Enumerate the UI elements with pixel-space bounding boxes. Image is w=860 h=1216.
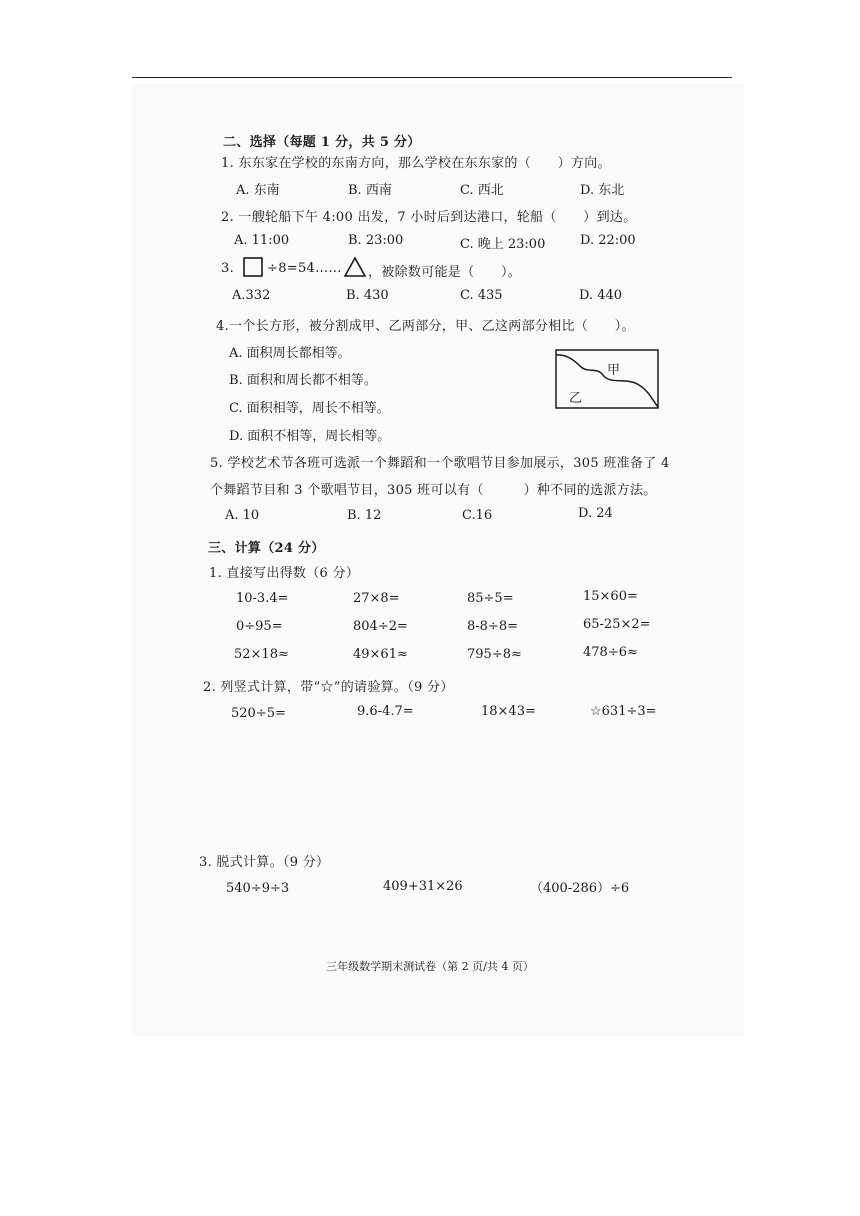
square-blank-icon — [243, 257, 263, 277]
mental-calc-item: 15×60= — [583, 589, 638, 604]
q3-option-b: B. 430 — [346, 288, 389, 303]
stepwise-calc-item: 409+31×26 — [383, 879, 463, 894]
top-rule — [132, 77, 732, 78]
q3-number: 3. — [221, 261, 235, 276]
mental-calc-item: 478÷6≈ — [583, 645, 638, 660]
q4-text: 4.一个长方形，被分割成甲、乙两部分，甲、乙这两部分相比（ ）。 — [216, 319, 635, 334]
q5-option-a: A. 10 — [225, 508, 260, 523]
p3-title: 3. 脱式计算。（9 分） — [199, 855, 330, 870]
mental-calc-item: 795÷8≈ — [467, 647, 522, 662]
q1-option-b: B. 西南 — [348, 183, 392, 198]
q3-option-c: C. 435 — [460, 288, 503, 303]
mental-calc-item: 52×18≈ — [234, 647, 289, 662]
triangle-blank-icon — [343, 256, 367, 278]
q1-option-a: A. 东南 — [236, 183, 280, 198]
q3-option-d: D. 440 — [579, 288, 623, 303]
stepwise-calc-item: 540÷9÷3 — [226, 881, 290, 896]
q5-option-c: C.16 — [462, 508, 493, 523]
q3-middle: ÷8=54…… — [267, 261, 342, 276]
mental-calc-item: 804÷2= — [353, 619, 408, 634]
q2-text: 2. 一艘轮船下午 4:00 出发，7 小时后到达港口，轮船（ ）到达。 — [221, 210, 637, 225]
vertical-calc-item: 520÷5= — [231, 706, 286, 721]
figure-label-yi: 乙 — [569, 391, 583, 406]
q1-option-c: C. 西北 — [460, 183, 504, 198]
q2-option-b: B. 23:00 — [348, 233, 404, 248]
vertical-calc-item: 18×43= — [481, 704, 536, 719]
q3-tail: ，被除数可能是（ ）。 — [368, 265, 522, 280]
q5-option-b: B. 12 — [347, 508, 382, 523]
q2-option-c: C. 晚上 23:00 — [460, 237, 546, 252]
mental-calc-item: 0÷95= — [236, 619, 283, 634]
page-footer: 三年级数学期末测试卷（第 2 页/共 4 页） — [326, 960, 534, 973]
q4-option-c: C. 面积相等，周长不相等。 — [229, 401, 390, 416]
q1-option-d: D. 东北 — [580, 183, 625, 198]
q5-option-d: D. 24 — [578, 506, 613, 521]
vertical-calc-item: 9.6-4.7= — [357, 704, 414, 719]
mental-calc-item: 49×61≈ — [353, 647, 408, 662]
section3-title: 三、计算（24 分） — [208, 541, 325, 556]
stepwise-calc-item: （400-286）÷6 — [530, 881, 630, 896]
q4-option-b: B. 面积和周长都不相等。 — [229, 373, 377, 388]
mental-calc-item: 65-25×2= — [583, 617, 651, 632]
mental-calc-item: 10-3.4= — [236, 591, 289, 606]
mental-calc-item: 85÷5= — [467, 591, 514, 606]
vertical-calc-item: ☆631÷3= — [590, 704, 657, 719]
p1-title: 1. 直接写出得数（6 分） — [209, 566, 360, 581]
rectangle-figure — [555, 349, 659, 409]
q4-option-a: A. 面积周长都相等。 — [229, 346, 351, 361]
q1-text: 1. 东东家在学校的东南方向，那么学校在东东家的（ ）方向。 — [221, 156, 611, 171]
q3-option-a: A.332 — [232, 288, 271, 303]
q4-option-d: D. 面积不相等，周长相等。 — [229, 429, 391, 444]
section2-title: 二、选择（每题 1 分，共 5 分） — [223, 135, 421, 150]
q2-option-d: D. 22:00 — [580, 233, 636, 248]
q5-line1: 5. 学校艺术节各班可选派一个舞蹈和一个歌唱节目参加展示，305 班准备了 4 — [210, 456, 670, 471]
figure-label-jia: 甲 — [607, 363, 621, 378]
q2-option-a: A. 11:00 — [234, 233, 290, 248]
mental-calc-item: 27×8= — [353, 591, 400, 606]
mental-calc-item: 8-8÷8= — [467, 619, 518, 634]
q5-line2: 个舞蹈节目和 3 个歌唱节目，305 班可以有（ ）种不同的选派方法。 — [210, 483, 657, 498]
p2-title: 2. 列竖式计算，带“☆”的请验算。（9 分） — [203, 680, 454, 695]
